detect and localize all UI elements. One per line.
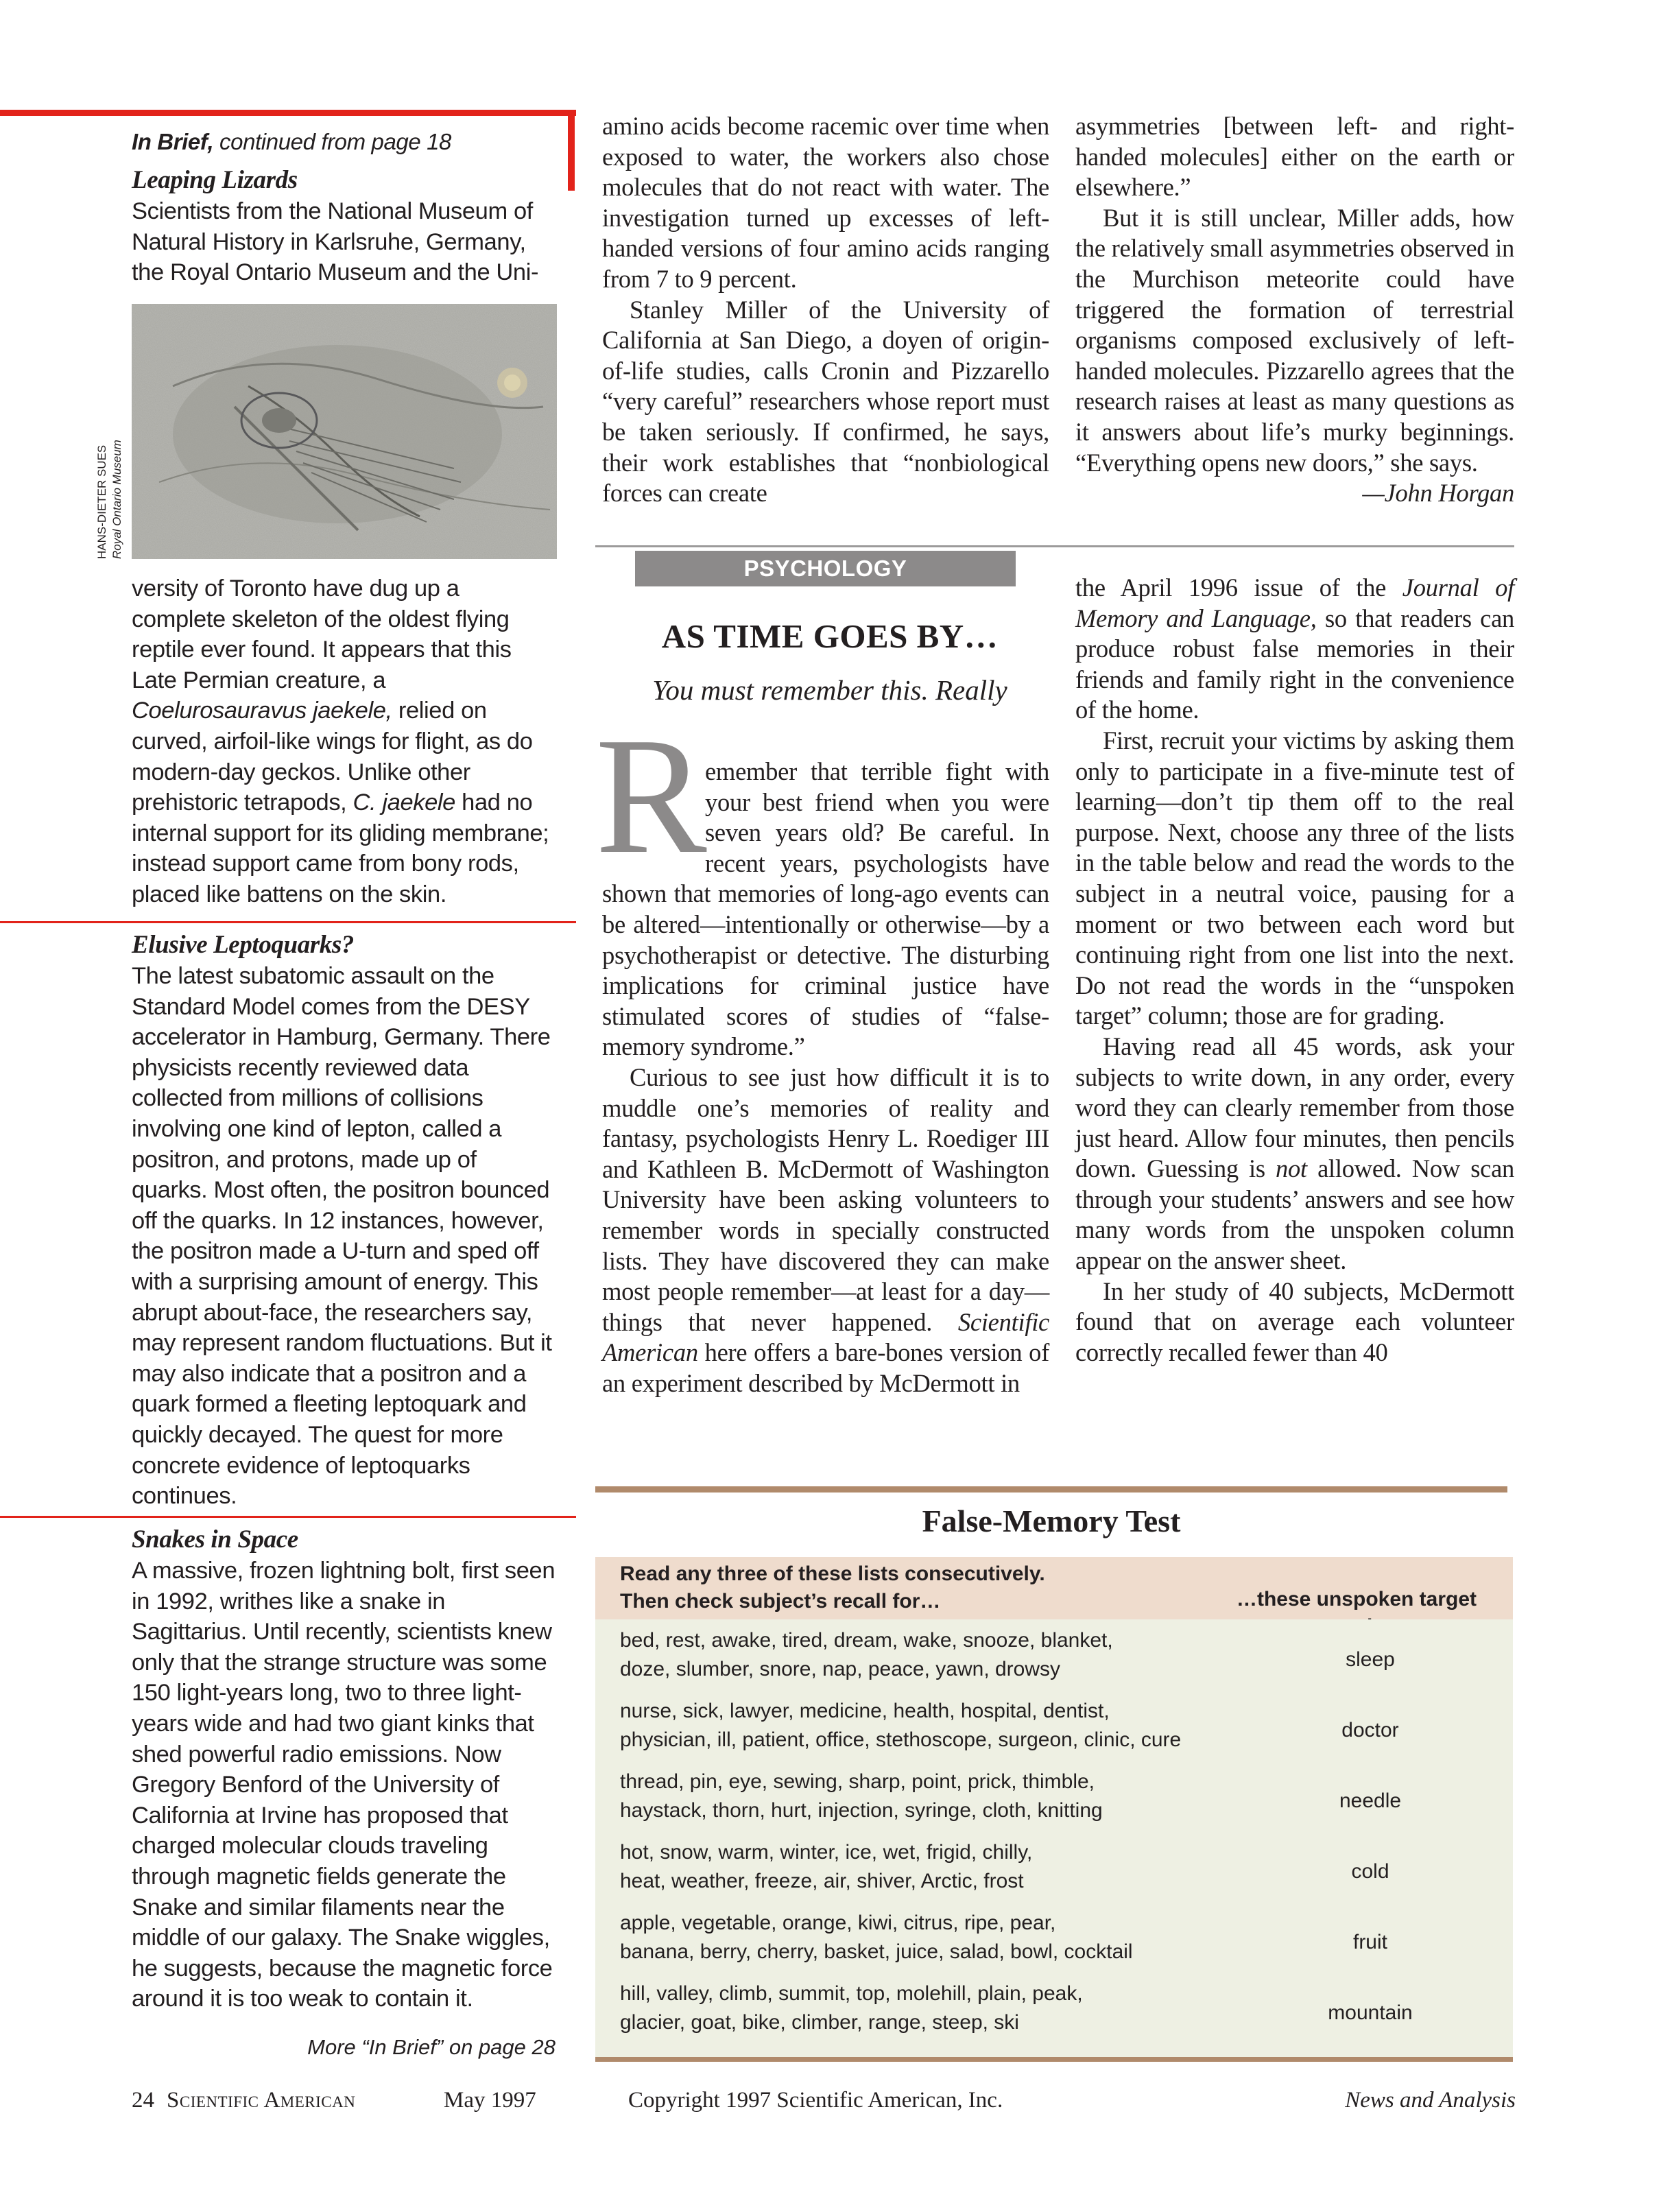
amino-paragraph: Stanley Miller of the University of California at San Diego, a doyen of origin-of-life studies, calls Cronin and Pizzarello “very careful” researchers whose report must be taken seriously. If confirmed, he says, their work establishes that “nonbiological forces can create xyxy=(602,295,1049,508)
table-header xyxy=(595,1557,1513,1619)
photo-credit-org: Royal Ontario Museum xyxy=(110,440,123,559)
copyright: Copyright 1997 Scientific American, Inc. xyxy=(628,2088,1003,2113)
psych-paragraph: Curious to see just how difficult it is to muddle one’s memories of reality and fantasy, psychologists Henry L. Roediger III and Kathleen B. McDermott of Washington University have been asking volunteers to remember words in specially constructed lists. They have discovered they can make most people remember—at least for a day—things that never happened. Scientific American here offers a bare-bones version of an experiment described by McDermott in xyxy=(602,1062,1049,1397)
more-in-brief: More “In Brief” on page 28 xyxy=(307,2035,556,2059)
psych-paragraph: First, recruit your victims by asking them only to participate in a five-minute test of learning—don’t tip them off to the real purpose. Next, choose any three of the lists in the table below and read the words to the subject in a neutral voice, pausing for a moment or two between each word but continuing right from one list into the next. Do not read the words in the “unspoken target” column; those are for grading. xyxy=(1075,726,1514,1030)
table-bottom-rule xyxy=(595,2057,1513,2062)
table-row xyxy=(595,1902,1513,1973)
amino-paragraph: amino acids become racemic over time when exposed to water, the workers also chose molecules that do not react with water. The investigation turned up excesses of left-handed versions of four amino acids ranging from 7 to 9 percent. xyxy=(602,112,1049,293)
brief-text: Scientists from the National Museum of Natural History in Karlsruhe, Germany, the Royal Ontario Museum and the Uni- xyxy=(132,198,539,286)
word-list: hill, valley, climb, summit, top, molehill, plain, peak, glacier, goat, bike, climber, range, steep, ski xyxy=(620,1982,1083,2034)
magazine-name: Scientific American xyxy=(602,1307,1049,1367)
table-row xyxy=(595,1690,1513,1761)
kicker-label: In Brief, xyxy=(132,129,214,154)
section-label: PSYCHOLOGY xyxy=(635,551,1016,586)
section-name: News and Analysis xyxy=(1345,2088,1516,2113)
target-word: doctor xyxy=(1341,1719,1399,1741)
brief-text-end: had no internal support for its gliding membrane; instead support came from bony rods, placed like battens on the skin. xyxy=(132,789,549,907)
kicker-continued: continued from page 18 xyxy=(219,129,451,154)
table-header-instructions: Read any three of these lists consecutively. Then check subject’s recall for… xyxy=(620,1562,1045,1613)
brief-snakes xyxy=(132,1524,557,2014)
issue-date: May 1997 xyxy=(444,2088,536,2113)
psych-paragraph: Having read all 45 words, ask your subjects to write down, in any order, every word they can clearly remember from those just heard. Allow four minutes, then pencils down. Guessing is not allowed. Now scan through your students’ answers and see how many words from the unspoken column appear on the answer sheet. xyxy=(1075,1032,1514,1275)
table-title: False-Memory Test xyxy=(922,1503,1181,1538)
table-header-targets: …these unspoken target xyxy=(1236,1588,1477,1610)
headline: AS TIME GOES BY… xyxy=(661,617,999,655)
word-list: bed, rest, awake, tired, dream, wake, snooze, blanket, doze, slumber, snore, nap, peace, yawn, drowsy xyxy=(620,1629,1113,1680)
brief-divider xyxy=(0,1516,576,1518)
photo-credit-name: HANS-DIETER SUES xyxy=(95,444,108,559)
journal-name: Journal of Memory and Language, xyxy=(1075,573,1514,632)
amino-paragraph: But it is still unclear, Miller adds, how the relatively small asymmetries observed in the Murchison meteorite could have triggered the formation of terrestrial organisms composed exclusively of left-handed molecules. Pizzarello agrees that the research raises at least as many questions as it answers about life’s murky beginnings. “Everything opens new doors,” she says. —John Horgan xyxy=(1075,203,1514,478)
deck: You must remember this. Really xyxy=(652,674,1007,706)
brief-title: Leaping Lizards xyxy=(132,166,298,194)
word-list: apple, vegetable, orange, kiwi, citrus, ripe, pear, banana, berry, cherry, basket, juice, salad, bowl, cocktail xyxy=(620,1912,1133,1963)
table-row xyxy=(595,1831,1513,1902)
species-name: Coelurosauravus jaekele, xyxy=(132,698,392,724)
word-list: thread, pin, eye, sewing, sharp, point, prick, thimble, haystack, thorn, hurt, injection, syringe, cloth, knitting xyxy=(620,1770,1103,1822)
byline: —John Horgan xyxy=(1362,479,1514,508)
psych-paragraph: In her study of 40 subjects, McDermott found that on average each volunteer correctly recalled fewer than 40 xyxy=(1075,1276,1514,1366)
brief-leaping-lizards xyxy=(132,165,557,288)
table-row xyxy=(595,1619,1513,1690)
fossil-skeleton-icon xyxy=(132,304,557,559)
in-brief-kicker xyxy=(132,126,557,158)
amino-column-1 xyxy=(602,111,1049,509)
drop-cap: R xyxy=(595,703,707,888)
fossil-photo xyxy=(132,304,557,559)
psych-paragraph: emember that terrible fight with your best friend when you were seven years old? Be careful. In recent years, psychologists have shown that memories of long-ago events can be altered—intentionally or otherwise—by a psychotherapist or detective. The disturbing implications for criminal justice have stimulated scores of studies of “false-memory syndrome.” xyxy=(602,757,1049,1061)
word-list: nurse, sick, lawyer, medicine, health, hospital, dentist, physician, ill, patient, office, stethoscope, surgeon, clinic, cure xyxy=(620,1700,1182,1751)
page-number: 24 xyxy=(132,2088,154,2113)
target-word: cold xyxy=(1351,1860,1389,1883)
brief-title: Snakes in Space xyxy=(132,1525,298,1554)
table-row xyxy=(595,1973,1513,2043)
amino-column-2 xyxy=(1075,111,1514,509)
amino-paragraph: asymmetries [between left- and right-handed molecules] either on the earth or elsewhere.” xyxy=(1075,112,1514,202)
magazine-title: Scientific American xyxy=(167,2088,356,2113)
brief-leaping-lizards-continued xyxy=(132,573,557,910)
brief-leptoquarks xyxy=(132,929,557,1512)
article-divider xyxy=(595,545,1514,547)
photo-credit xyxy=(95,440,128,559)
table-top-rule xyxy=(595,1486,1507,1492)
psychology-column-1 xyxy=(602,757,1049,1399)
brief-divider xyxy=(0,921,576,923)
table-row xyxy=(595,1761,1513,1831)
target-word: fruit xyxy=(1352,1931,1387,1953)
brief-text: The latest subatomic assault on the Standard Model comes from the DESY accelerator in Hamburg, Germany. There physicists recently reviewed data collected from millions of collisions involving one kind of lepton, called a positron, and protons, made up of quarks. Most often, the positron bounced off the quarks. In 12 instances, however, the positron made a U-turn and sped off with a surprising amount of energy. This abrupt about-face, the researchers say, may represent random fluctuations. But it may also indicate that a positron and a quark formed a fleeting leptoquark and quickly decayed. The quest for more concrete evidence of leptoquarks continues. xyxy=(132,963,552,1510)
target-word: mountain xyxy=(1328,2001,1413,2024)
target-word: needle xyxy=(1339,1789,1402,1812)
brief-text-mid: relied on curved, airfoil-like wings for flight, as do modern-day geckos. Unlike other prehistoric tetrapods, xyxy=(132,698,533,816)
brief-text: A massive, frozen lightning bolt, first seen in 1992, writhes like a snake in Sagittarius. Until recently, scientists knew only that the strange structure was some 150 light-years long, two to three light-years wide and had two giant kinks that shed powerful radio emissions. Now Gregory Benford of the University of California at Irvine has proposed that charged molecular clouds traveling through magnetic fields generate the Snake and similar filaments near the middle of our galaxy. The Snake wiggles, he suggests, because the magnetic force around it is too weak to contain it. xyxy=(132,1558,556,2012)
brief-title: Elusive Leptoquarks? xyxy=(132,931,354,959)
target-word: sleep xyxy=(1346,1648,1395,1671)
table-body xyxy=(595,1619,1513,2057)
psych-paragraph: the April 1996 issue of the Journal of Memory and Language, so that readers can produce robust false memories in their friends and family right in the convenience of the home. xyxy=(1075,573,1514,724)
word-list: hot, snow, warm, winter, ice, wet, frigid, chilly, heat, weather, freeze, air, shiver, Arctic, frost xyxy=(620,1841,1033,1892)
species-short: C. jaekele xyxy=(353,789,455,816)
brief-text-cont: versity of Toronto have dug up a complete skeleton of the oldest flying reptile ever found. It appears that this Late Permian creature, a xyxy=(132,575,512,693)
in-brief-corner-rule xyxy=(568,110,575,191)
psychology-column-2 xyxy=(1075,573,1514,1368)
in-brief-top-rule xyxy=(0,110,576,116)
